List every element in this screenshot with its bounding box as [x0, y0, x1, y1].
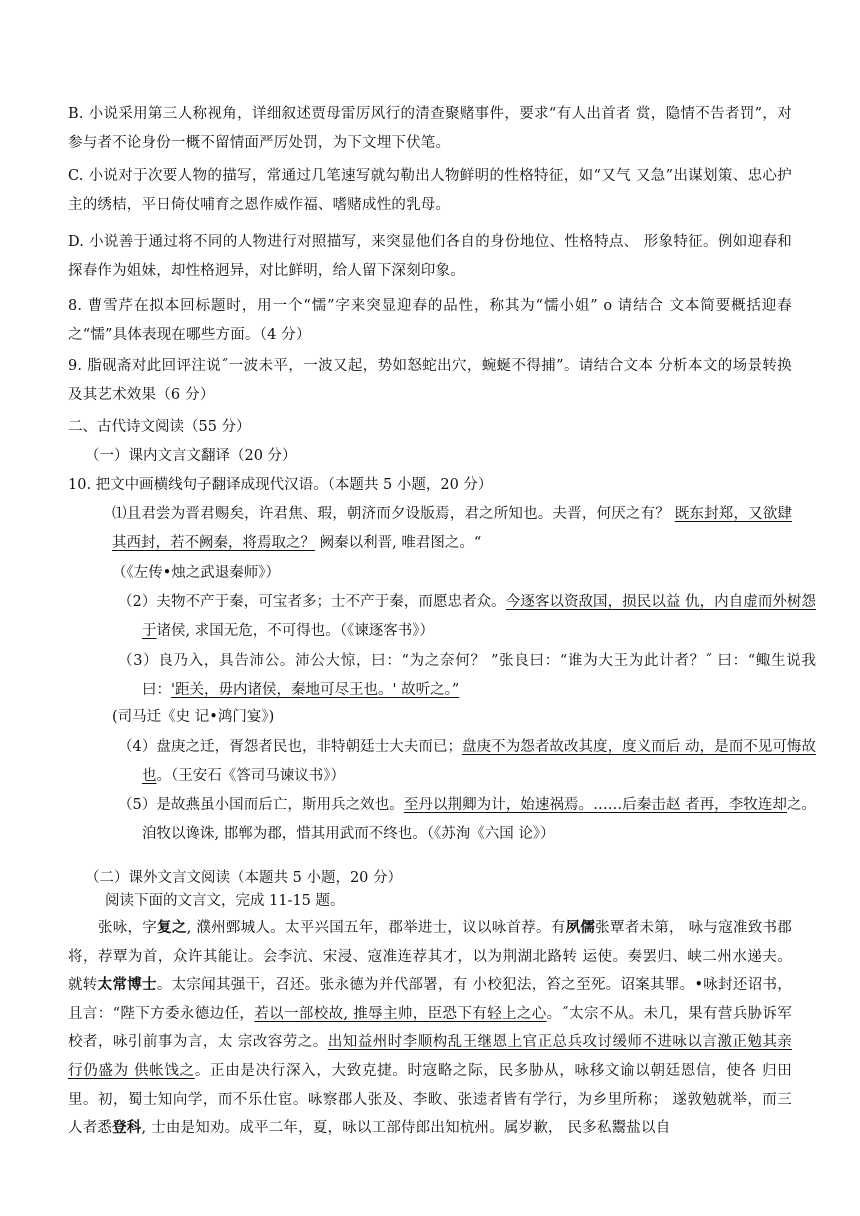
sentence-2-text: （2）夫物不产于秦，可宝者多；士不产于秦，而愿忠者众。 — [118, 594, 506, 610]
option-c: C. 小说对于次要人物的描写，常通过几笔速写就勾勒出人物鲜明的性格特征，如“又气 又急”出谋划策、忠心护主的绣桔，平日倚仗哺育之恩作威作福、嗜赌成性的乳母。 — [68, 168, 792, 213]
sentence-1-underlined: 既东封郑，又欲肆其西封，若不阙秦，将焉取之？ — [112, 506, 793, 551]
sentence-1-text-end: 阙秦以利晋, 唯君图之。“ — [315, 535, 482, 551]
sentence-4 — [118, 733, 816, 791]
sentence-4-underlined: 盘庚不为怨者故改其度，度义而后 动，是而不见可悔故也 — [142, 739, 816, 784]
passage-text: 。太宗闻其强干，召还。张永德为并代部署，有 小校犯法，笞之至死。诏案其罪。•咏封还诏书，且言：“陛下方委永德边任， — [68, 977, 792, 1022]
sentence-2-underlined: 今逐客以资敌国，损民以益 仇，内自虚而外树怨于 — [142, 594, 816, 639]
passage-bold-term: 太常博士 — [97, 976, 157, 994]
sentence-4-text-end: 。（王安石《答司马谏议书》） — [156, 768, 345, 784]
passage-underlined: 若以一部校故, 推辱主帅，臣恐下有轻上之心 — [254, 1005, 547, 1022]
passage-text: 。正由是决行深入，大致克捷。时寇略之际，民多胁从，咏移文谕以朝廷恩信，使各 归田里。初，蜀士知向学，而不乐仕宦。咏察郡人张及、李畋、张逵者皆有学行，为乡里所称； 遂敦勉就举，而三人者悉 — [68, 1062, 792, 1137]
sentence-2-text-end: 诸侯, 求国无危，不可得也。（《谏逐客书》） — [156, 623, 434, 639]
passage-text: , 濮州鄄城人。太平兴国五年，郡举进士，议以咏首荐。有 — [186, 920, 566, 936]
sentence-1-source: （《左传•烛之武退秦师》） — [112, 565, 281, 581]
option-d: D. 小说善于通过将不同的人物进行对照描写，来突显他们各自的身份地位、性格特点、 形象特征。例如迎春和探春作为姐妹，却性格迥异，对比鲜明，给人留下深刻印象。 — [68, 234, 792, 279]
sentence-1-text: ⑴且君尝为晋君赐矣，许君焦、瑕，朝济而夕设版焉，君之所知也。夫晋，何厌之有？ — [112, 506, 675, 522]
passage-bold-term: 夙儒 — [565, 919, 596, 936]
sentence-3 — [118, 647, 816, 705]
passage-bold-term: 登科 — [112, 1119, 142, 1137]
subsection-1-heading: （一）课内文言文翻译（20 分） — [85, 448, 297, 464]
question-9: 9. 脂砚斋对此回评注说˝一波未平，一波又起，势如怒蛇出穴，蜿蜒不得捕”。请结合文本 分析本文的场景转换及其艺术效果（6 分） — [68, 358, 792, 403]
sentence-5-text: （5）是故燕虽小国而后亡，斯用兵之效也。 — [118, 797, 404, 813]
sentence-1 — [112, 500, 792, 558]
option-b: B. 小说采用第三人称视角，详细叙述贾母雷厉风行的清查聚赌事件，要求“有人出首者 赏，隐情不告者罚”，对参与者不论身份一概不留情面严厉处罚，为下文埋下伏笔。 — [68, 106, 792, 151]
question-8: 8. 曹雪芹在拟本回标题时，用一个“懦”字来突显迎春的品性，称其为“懦小姐” o 请结合 文本简要概括迎春之“懦”具体表现在哪些方面。（4 分） — [68, 298, 792, 343]
section-2-heading: 二、古代诗文阅读（55 分） — [68, 419, 251, 435]
sentence-4-text: （4）盘庚之迁，胥怨者民也，非特朝廷士大夫而已； — [118, 739, 462, 755]
sentence-3-underlined: '距关，毋内诸侯，秦地可尽王也。' 故听之。” — [171, 682, 460, 698]
passage-text: , 士由是知劝。成平二年，夏，咏以工部侍郎出知杭州。属岁歉， 民多私鬻盐以自 — [141, 1120, 671, 1137]
classical-passage — [68, 914, 792, 1143]
passage-text: 张咏，字 — [98, 920, 158, 936]
passage-underlined: 出知益州时李顺构乱王继恩上官正总兵攻讨缓师不进咏以言激正勉其亲行仍盛为 供帐饯之 — [68, 1034, 792, 1079]
sentence-3-text: （3）良乃入，具告沛公。沛公大惊，曰：“为之奈何？ ”张良曰：“谁为大王为此计者？˝ 曰：“鲰生说我曰： — [118, 653, 816, 698]
sentence-5-text-end: 之。洎牧以谗诛, 邯郸为郡，惜其用武而不终也。（《苏洵《六国 论》） — [142, 797, 816, 842]
passage-bold-term: 复之 — [157, 919, 187, 936]
subsection-2-heading: （二）课外文言文阅读（本题共 5 小题，20 分） — [85, 870, 403, 886]
sentence-5-underlined: 至丹以荆卿为计，始速祸焉。……后秦击赵 者再，李牧连却 — [403, 797, 787, 813]
sentence-2 — [118, 588, 816, 646]
passage-text: 张覃者未第， 咏与寇准致书郡将，荐覃为首，众许其能让。会李沆、宋浸、寇准连荐其才，以为荆湖北路转 运使。奏罢归、峡二州水递夫。就转 — [68, 920, 792, 994]
question-10: 10. 把文中画横线句子翻译成现代汉语。（本题共 5 小题，20 分） — [68, 477, 493, 493]
passage-text: 。˝太宗不从。未几，果有营兵胁诉军校者，咏引前事为言，太 宗改容劳之。 — [68, 1005, 793, 1051]
reading-instruction: 阅读下面的文言文，完成 11-15 题。 — [105, 893, 345, 909]
sentence-3-source: (司马迁《史 记•鸿门宴》) — [112, 709, 275, 725]
sentence-5 — [118, 791, 816, 849]
